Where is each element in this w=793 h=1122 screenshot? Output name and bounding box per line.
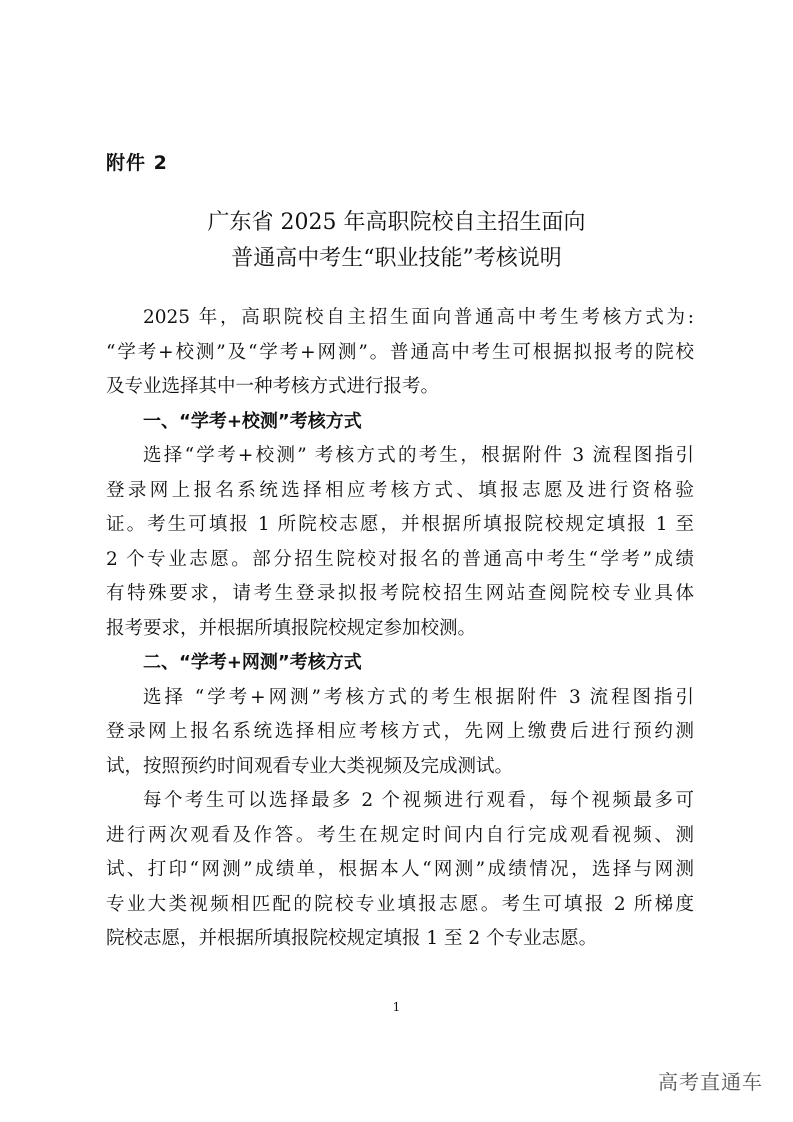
- section-1-line: 登录网上报名系统选择相应考核方式、填报志愿及进行资格验: [106, 479, 694, 501]
- section-2-line: 进行两次观看及作答。考生在规定时间内自行完成观看视频、测: [106, 824, 694, 846]
- section-2-heading: 二、“学考+网测”考核方式: [143, 652, 362, 673]
- section-2-line: 每个考生可以选择最多 2 个视频进行观看，每个视频最多可: [143, 790, 694, 811]
- section-2-line: 试、打印“网测”成绩单，根据本人“网测”成绩情况，选择与网测: [106, 859, 694, 880]
- intro-line: 2025 年，高职院校自主招生面向普通高中考生考核方式为:: [143, 307, 694, 328]
- section-2-line: 登录网上报名系统选择相应考核方式，先网上缴费后进行预约测: [106, 721, 694, 742]
- document-title-line-2: 普通高中考生“职业技能”考核说明: [231, 246, 562, 271]
- section-2-line: 选择 “学考+网测”考核方式的考生根据附件 3 流程图指引: [143, 686, 694, 708]
- document-body: [106, 301, 694, 957]
- section-1-line: 有特殊要求，请考生登录拟报考院校招生网站查阅院校专业具体: [106, 583, 694, 604]
- section-2-line: 专业大类视频相匹配的院校专业填报志愿。考生可填报 2 所梯度: [106, 893, 694, 915]
- section-1-line: 报考要求，并根据所填报院校规定参加校测。: [106, 617, 477, 639]
- intro-line: 及专业选择其中一种考核方式进行报考。: [106, 376, 440, 397]
- section-2-line: 试，按照预约时间观看专业大类视频及完成测试。: [106, 755, 514, 777]
- section-1-line: 证。考生可填报 1 所院校志愿，并根据所填报院校规定填报 1 至: [106, 514, 694, 535]
- section-1-heading: 一、“学考+校测”考核方式: [143, 410, 362, 432]
- section-1-line: 选择“学考+校测” 考核方式的考生，根据附件 3 流程图指引: [143, 445, 694, 466]
- document-title-line-1: 广东省 2025 年高职院校自主招生面向: [207, 210, 586, 235]
- page-number: 1: [392, 1000, 401, 1014]
- intro-line: “学考+校测”及“学考+网测”。普通高中考生可根据拟报考的院校: [106, 341, 694, 363]
- section-1-line: 2 个专业志愿。部分招生院校对报名的普通高中考生“学考”成绩: [106, 548, 694, 570]
- watermark: 高考直通车: [658, 1070, 763, 1094]
- attachment-label: 附件 2: [106, 152, 168, 174]
- section-2-line: 院校志愿，并根据所填报院校规定填报 1 至 2 个专业志愿。: [106, 928, 598, 949]
